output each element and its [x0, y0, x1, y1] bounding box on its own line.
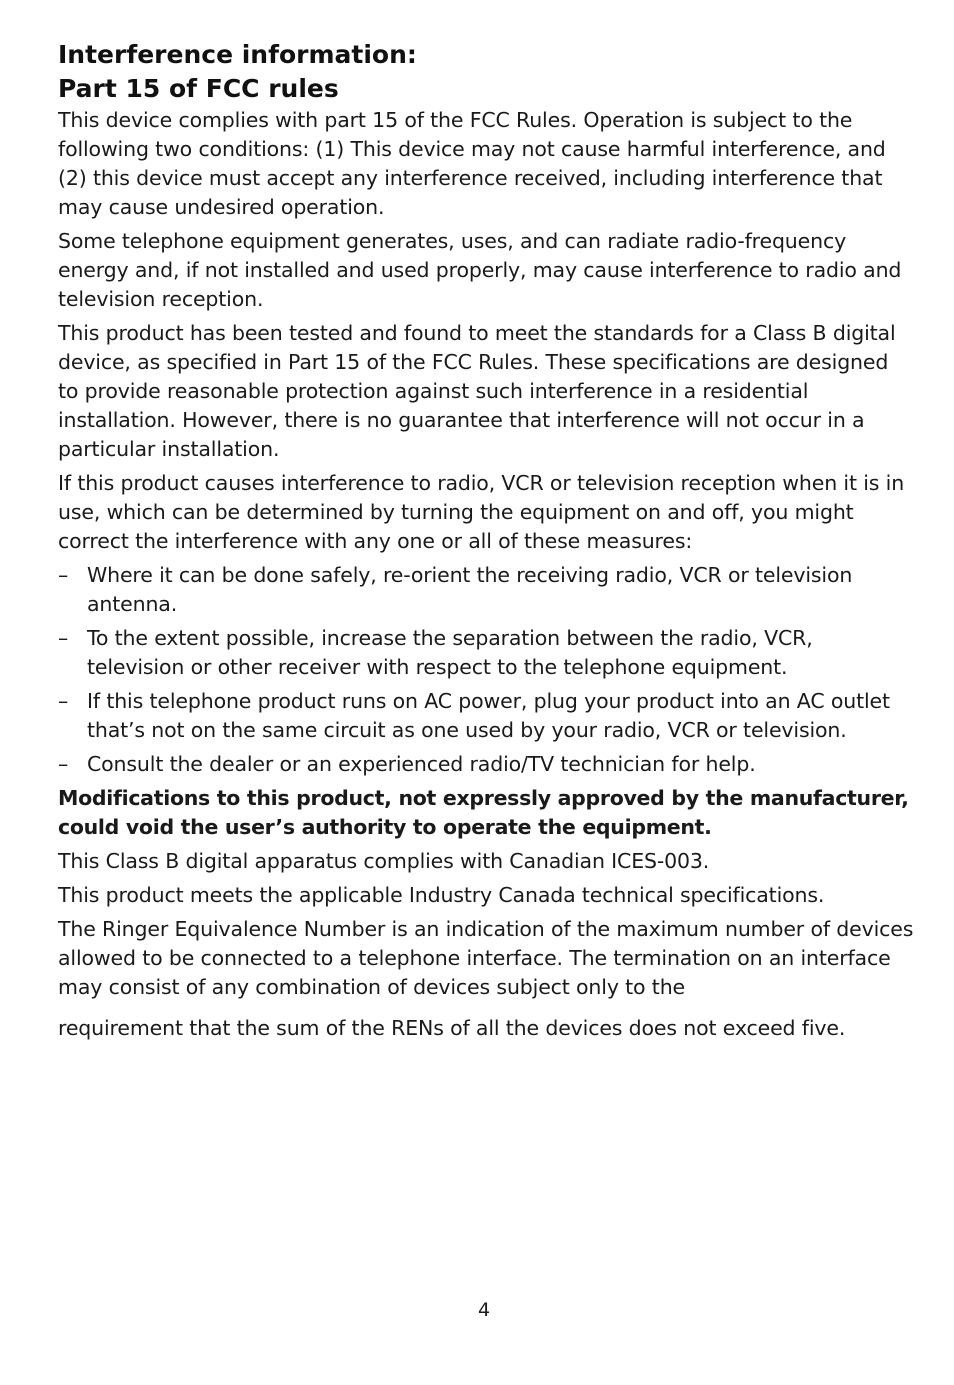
measures-list: [58, 561, 914, 779]
list-item-text: To the extent possible, increase the separation between the radio, VCR, television or other receiver with respect to the telephone equipment.: [87, 626, 813, 679]
heading-line-2: Part 15 of FCC rules: [58, 74, 339, 103]
dash-bullet: –: [58, 689, 69, 713]
list-item-text: Where it can be done safely, re-orient the receiving radio, VCR or television antenna.: [87, 563, 853, 616]
heading-line-1: Interference information:: [58, 40, 417, 69]
page-number: 4: [477, 1299, 491, 1321]
paragraph-ren-requirement: requirement that the sum of the RENs of all the devices does not exceed five.: [58, 1016, 846, 1040]
dash-bullet: –: [58, 626, 69, 650]
dash-bullet: –: [58, 563, 69, 587]
list-item-text: Consult the dealer or an experienced radio/TV technician for help.: [87, 752, 756, 776]
paragraph-radiation: Some telephone equipment generates, uses, and can radiate radio-frequency energy and, if not installed and used properly, may cause interference to radio and television reception.: [58, 229, 902, 311]
list-item: [58, 687, 914, 745]
list-item: [58, 750, 914, 779]
ren-text: The Ringer Equivalence Number is an indication of the maximum number of devices allowed to be connected to a telephone interface. The termination on an interface may consist of any combination of devices subject only to the: [58, 917, 914, 999]
list-item-text: If this telephone product runs on AC power, plug your product into an AC outlet that’s not on the same circuit as one used by your radio, VCR or television.: [87, 689, 890, 742]
paragraph-measures-intro: If this product causes interference to radio, VCR or television reception when it is in use, which can be determined by turning the equipment on and off, you might correct the interference with any one or all of these measures:: [58, 471, 905, 553]
modification-warning: Modifications to this product, not expressly approved by the manufacturer, could void the user’s authority to operate the equipment.: [58, 786, 909, 839]
document-page: [58, 38, 914, 1048]
paragraph-compliance: This device complies with part 15 of the FCC Rules. Operation is subject to the following two conditions: (1) This device may not cause harmful interference, and (2) this device must accept any interference received, including interference that may cause undesired operation.: [58, 108, 886, 219]
paragraph-ices: This Class B digital apparatus complies with Canadian ICES-003.: [58, 849, 710, 873]
paragraph-ren: [58, 915, 914, 1002]
section-heading: [58, 38, 914, 106]
list-item: [58, 561, 914, 619]
list-item: [58, 624, 914, 682]
paragraph-industry-canada: This product meets the applicable Industry Canada technical specifications.: [58, 883, 825, 907]
paragraph-class-b-testing: This product has been tested and found to meet the standards for a Class B digital device, as specified in Part 15 of the FCC Rules. These specifications are designed to provide reasonable protection against such interference in a residential installation. However, there is no guarantee that interference will not occur in a particular installation.: [58, 321, 896, 461]
dash-bullet: –: [58, 752, 69, 776]
